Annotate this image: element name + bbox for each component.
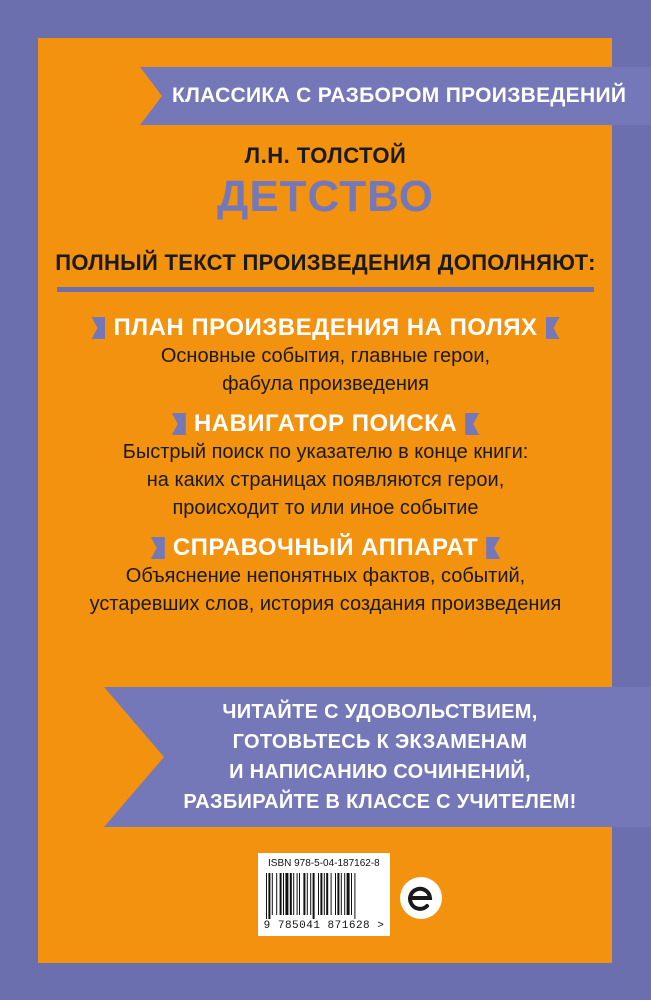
feature-desc-line: Объяснение непонятных фактов, событий, xyxy=(125,565,526,587)
barcode-bar xyxy=(326,873,328,915)
feature-desc-line: устаревших слов, история создания произведения xyxy=(89,593,562,615)
barcode-bar xyxy=(335,873,336,915)
chevron-left-icon xyxy=(172,413,186,435)
feature-heading-reference xyxy=(0,534,651,562)
cta-line: ЧИТАЙТЕ С УДОВОЛЬСТВИЕМ, xyxy=(222,701,538,723)
barcode-bar xyxy=(290,873,292,915)
feature-desc-line: фабула произведения xyxy=(222,373,429,395)
feature-heading-text: СПРАВОЧНЫЙ АППАРАТ xyxy=(172,534,479,561)
barcode-bar xyxy=(341,873,342,915)
feature-desc-line: Основные события, главные герои, xyxy=(160,345,491,367)
feature-desc-plan xyxy=(0,342,651,398)
barcode-bar xyxy=(268,873,270,919)
barcode-bar xyxy=(313,873,315,919)
feature-heading-text: НАВИГАТОР ПОИСКА xyxy=(193,410,458,437)
cta-line: РАЗБИРАЙТЕ В КЛАССЕ С УЧИТЕЛЕМ! xyxy=(183,791,577,813)
barcode-bar xyxy=(297,873,298,915)
feature-desc-line: на каких страницах появляются герои, xyxy=(146,469,505,491)
barcode-bars xyxy=(266,873,382,919)
barcode-bar xyxy=(293,873,294,915)
chevron-right-icon xyxy=(486,537,500,559)
barcode-bar xyxy=(276,873,277,915)
book-author: Л.Н. ТОЛСТОЙ xyxy=(244,143,407,168)
publisher-logo-icon xyxy=(398,875,444,921)
feature-desc-line: происходит то или иное событие xyxy=(172,497,479,519)
series-label: КЛАССИКА С РАЗБОРОМ ПРОИЗВЕДЕНИЙ xyxy=(172,84,627,107)
barcode-bar xyxy=(354,873,355,919)
barcode-bar xyxy=(310,873,311,915)
barcode-bar xyxy=(303,873,305,915)
chevron-left-icon xyxy=(91,317,105,339)
barcode-bar xyxy=(347,873,350,915)
barcode-bar xyxy=(337,873,339,915)
barcode-bar xyxy=(351,873,352,915)
chevron-right-icon xyxy=(546,317,560,339)
cta-text xyxy=(150,697,610,817)
feature-heading-navigator xyxy=(0,410,651,438)
barcode-bar xyxy=(324,873,325,915)
barcode-bar xyxy=(280,873,282,915)
isbn-label: ISBN 978-5-04-187162-8 xyxy=(268,858,380,869)
barcode-bar xyxy=(331,873,332,915)
barcode-bar xyxy=(299,873,300,915)
chevron-left-icon xyxy=(151,537,165,559)
barcode-bar xyxy=(285,873,288,915)
chevron-right-icon xyxy=(465,413,479,435)
divider-rule xyxy=(57,287,594,292)
barcode-bar xyxy=(266,873,267,919)
feature-desc-reference xyxy=(0,562,651,618)
book-subtitle: ПОЛНЫЙ ТЕКСТ ПРОИЗВЕДЕНИЯ ДОПОЛНЯЮТ: xyxy=(55,250,596,275)
feature-heading-text: ПЛАН ПРОИЗВЕДЕНИЯ НА ПОЛЯХ xyxy=(113,314,538,341)
cta-line: ГОТОВЬТЕСЬ К ЭКЗАМЕНАМ xyxy=(232,731,528,753)
feature-desc-line: Быстрый поиск по указателю в конце книги: xyxy=(122,441,529,463)
cta-line: И НАПИСАНИЮ СОЧИНЕНИЙ, xyxy=(229,761,531,783)
barcode-bar xyxy=(307,873,308,915)
book-title: ДЕТСТВО xyxy=(216,172,435,221)
barcode-bar xyxy=(283,873,284,915)
barcode-bar xyxy=(318,873,319,915)
barcode-bar xyxy=(320,873,322,915)
barcode-digits: 9 785041 871628 > xyxy=(263,920,385,932)
barcode-bar xyxy=(272,873,273,915)
barcode-box xyxy=(258,853,390,936)
barcode-bar xyxy=(344,873,345,915)
feature-desc-navigator xyxy=(0,438,651,522)
feature-heading-plan xyxy=(0,314,651,342)
